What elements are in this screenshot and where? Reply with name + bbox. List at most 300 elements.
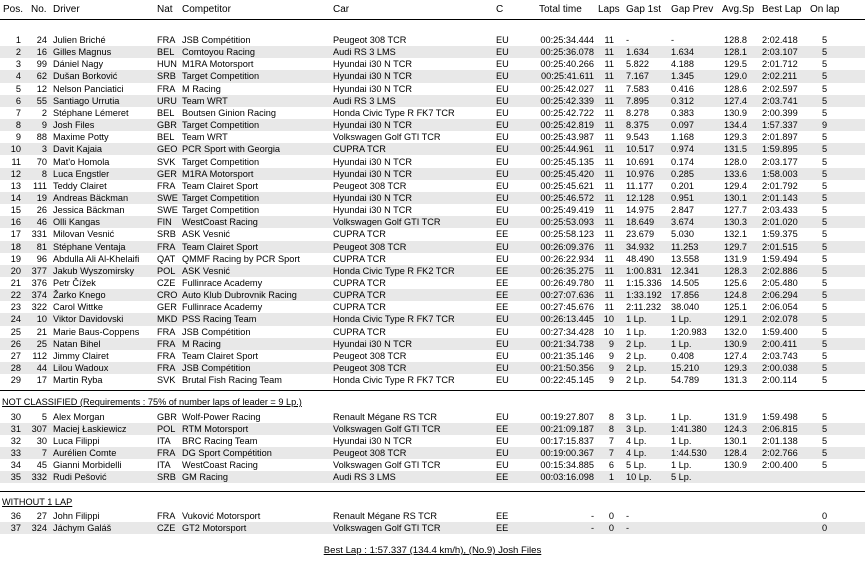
cell-car: CUPRA TCR (333, 326, 386, 337)
cell-car: CUPRA TCR (333, 253, 386, 264)
cell-car: Hyundai i30 N TCR (333, 192, 412, 203)
cell-car: Peugeot 308 TCR (333, 35, 407, 45)
cell-car: CUPRA TCR (333, 278, 386, 288)
cell-pos: 31 (10, 424, 21, 434)
cell-no: 8 (41, 168, 47, 179)
cell-pos: 37 (10, 523, 21, 533)
cell-driver: Lilou Wadoux (53, 363, 109, 374)
cell-best: 2:00.038 (762, 363, 798, 374)
cell-competitor: Team Clairet Sport (182, 350, 259, 361)
cell-onlap: 5 (822, 180, 828, 191)
cell-laps: 9 (608, 363, 614, 374)
cell-laps: 11 (604, 168, 614, 179)
cell-best: 2:03.107 (762, 47, 798, 58)
cell-no: 27 (36, 511, 47, 521)
cell-onlap: 5 (822, 302, 828, 313)
table-row (0, 522, 865, 534)
cell-laps: 11 (604, 107, 614, 118)
cell-pos: 36 (10, 511, 21, 521)
cell-best: 2:02.597 (762, 83, 798, 94)
cell-no: 111 (33, 180, 47, 191)
cell-nat: CZE (157, 278, 176, 288)
cell-avg: 125.6 (724, 278, 747, 288)
cell-gapp: 1.634 (671, 47, 694, 58)
cell-competitor: Vuković Motorsport (182, 511, 261, 521)
table-row (0, 423, 865, 435)
cell-pos: 8 (15, 120, 21, 131)
cell-laps: 0 (608, 511, 614, 521)
cell-gap1: - (626, 511, 630, 521)
cell-pos: 15 (10, 205, 21, 216)
cell-gap1: 1:00.831 (626, 265, 662, 276)
cell-avg: 129.3 (724, 363, 747, 374)
cell-car: Hyundai i30 N TCR (333, 83, 412, 94)
cell-competitor: RTM Motorsport (182, 424, 249, 434)
cell-onlap: 5 (822, 241, 828, 252)
cell-onlap: 5 (822, 132, 828, 143)
cell-no: 99 (36, 59, 47, 70)
table-row (0, 313, 865, 325)
cell-onlap: 5 (822, 59, 828, 70)
cell-laps: 6 (608, 460, 614, 470)
cell-c: EU (496, 192, 509, 203)
cell-gapp: 13.558 (671, 253, 700, 264)
cell-best: 2:02.211 (762, 71, 798, 82)
cell-time: 00:25:41.611 (541, 71, 594, 82)
cell-gap1: 1 Lp. (626, 326, 647, 337)
cell-time: 00:26:13.445 (540, 314, 594, 325)
cell-competitor: Fullinrace Academy (182, 302, 263, 313)
cell-pos: 9 (15, 132, 21, 143)
table-row (0, 58, 865, 70)
cell-competitor: QMMF Racing by PCR Sport (182, 253, 300, 264)
cell-laps: 11 (604, 71, 614, 82)
cell-onlap: 5 (822, 35, 828, 45)
cell-driver: Davit Kajaia (53, 144, 103, 155)
table-row (0, 83, 865, 95)
cell-time: 00:03:16.098 (540, 472, 594, 482)
cell-onlap: 5 (822, 412, 828, 422)
table-row (0, 131, 865, 143)
cell-time: 00:27:34.428 (540, 326, 594, 337)
cell-no: 45 (36, 460, 47, 470)
cell-laps: 9 (608, 375, 614, 386)
cell-avg: 131.9 (724, 412, 747, 422)
cell-competitor: Target Competition (182, 120, 260, 131)
cell-competitor: BRC Racing Team (182, 436, 258, 446)
cell-car: Hyundai i30 N TCR (333, 436, 412, 446)
cell-avg: 128.4 (724, 448, 747, 458)
cell-time: 00:21:09.187 (540, 424, 594, 434)
cell-onlap: 0 (822, 511, 828, 521)
cell-gap1: 48.490 (626, 253, 655, 264)
table-row (0, 374, 865, 386)
cell-gapp: 38.040 (671, 302, 700, 313)
cell-nat: POL (157, 265, 176, 276)
cell-nat: SVK (157, 156, 176, 167)
cell-nat: FRA (157, 180, 176, 191)
cell-best: 1:59.400 (762, 326, 798, 337)
cell-nat: FRA (157, 350, 176, 361)
cell-gapp: 11.253 (671, 241, 699, 252)
table-row (0, 326, 865, 338)
cell-onlap: 5 (822, 168, 828, 179)
cell-pos: 17 (10, 229, 21, 240)
cell-competitor: Target Competition (182, 205, 260, 216)
cell-no: 374 (31, 290, 47, 301)
cell-pos: 25 (10, 326, 21, 337)
cell-gap1: - (626, 35, 630, 45)
section-divider (0, 390, 865, 391)
cell-gapp: 1:41.380 (671, 424, 707, 434)
table-row (0, 228, 865, 240)
cell-pos: 10 (10, 144, 21, 155)
cell-car: Peugeot 308 TCR (333, 448, 407, 458)
cell-no: 46 (36, 217, 47, 228)
cell-best: 2:02.766 (762, 448, 798, 458)
cell-gap1: 1 Lp. (626, 314, 647, 325)
cell-c: EU (496, 168, 509, 179)
cell-car: Honda Civic Type R FK7 TCR (333, 314, 455, 325)
cell-driver: Rudi Pešović (53, 472, 107, 482)
cell-onlap: 5 (822, 107, 828, 118)
cell-c: EU (496, 314, 509, 325)
cell-competitor: Comtoyou Racing (182, 47, 256, 58)
cell-competitor: M Racing (182, 83, 221, 94)
cell-pos: 35 (10, 472, 21, 482)
cell-gapp: 15.210 (671, 363, 700, 374)
cell-car: Audi RS 3 LMS (333, 95, 396, 106)
cell-gap1: 11.177 (626, 180, 654, 191)
table-row (0, 107, 865, 119)
cell-driver: Natan Bihel (53, 338, 101, 349)
cell-no: 96 (36, 253, 47, 264)
cell-time: 00:25:49.419 (540, 205, 594, 216)
cell-c: EU (496, 363, 509, 374)
cell-pos: 24 (10, 314, 21, 325)
cell-driver: Milovan Vesnić (53, 229, 115, 240)
cell-no: 24 (36, 35, 47, 45)
cell-no: 5 (41, 412, 47, 422)
cell-laps: 8 (608, 412, 614, 422)
cell-avg: 128.6 (724, 83, 747, 94)
cell-nat: FRA (157, 83, 176, 94)
cell-competitor: WestCoast Racing (182, 217, 258, 228)
cell-avg: 131.9 (724, 253, 747, 264)
header-on-lap: On lap (810, 4, 840, 15)
cell-gap1: - (626, 523, 630, 533)
cell-competitor: GT2 Motorsport (182, 523, 247, 533)
cell-pos: 2 (15, 47, 21, 58)
cell-best: 2:02.886 (762, 265, 798, 276)
cell-car: Peugeot 308 TCR (333, 241, 407, 252)
cell-gap1: 1:33.192 (626, 290, 662, 301)
cell-car: Audi RS 3 LMS (333, 47, 396, 58)
cell-no: 324 (31, 523, 47, 533)
table-row (0, 338, 865, 350)
cell-driver: Gilles Magnus (53, 47, 112, 58)
cell-no: 70 (36, 156, 47, 167)
table-row (0, 180, 865, 192)
cell-driver: Jakub Wyszomirsky (53, 265, 135, 276)
cell-driver: Julien Briché (53, 35, 106, 45)
cell-laps: 9 (608, 350, 614, 361)
cell-pos: 22 (10, 290, 21, 301)
table-row (0, 362, 865, 374)
cell-driver: Maxime Potty (53, 132, 109, 143)
table-row (0, 204, 865, 216)
cell-avg: 129.7 (724, 241, 747, 252)
cell-driver: Stéphane Lémeret (53, 107, 129, 118)
cell-car: Volkswagen Golf GTI TCR (333, 424, 441, 434)
cell-laps: 0 (608, 523, 614, 533)
cell-laps: 10 (603, 314, 614, 325)
cell-onlap: 5 (822, 338, 828, 349)
cell-driver: Jessica Bäckman (53, 205, 125, 216)
cell-c: EU (496, 156, 509, 167)
cell-competitor: DG Sport Compétition (182, 448, 272, 458)
cell-nat: SWE (157, 192, 178, 203)
cell-time: 00:21:50.356 (540, 363, 594, 374)
cell-competitor: WestCoast Racing (182, 460, 258, 470)
cell-onlap: 5 (822, 144, 828, 155)
cell-pos: 27 (10, 350, 21, 361)
cell-nat: CZE (157, 523, 176, 533)
cell-car: Peugeot 308 TCR (333, 363, 407, 374)
cell-gapp: 12.341 (671, 265, 700, 276)
cell-nat: SVK (157, 375, 176, 386)
cell-nat: HUN (157, 59, 177, 70)
cell-gapp: 0.951 (671, 192, 694, 203)
cell-competitor: Team Clairet Sport (182, 241, 259, 252)
cell-best: 2:01.020 (762, 217, 798, 228)
cell-gap1: 7.583 (626, 83, 649, 94)
cell-no: 376 (31, 278, 47, 288)
cell-nat: MKD (157, 314, 178, 325)
cell-nat: FIN (157, 217, 172, 228)
header-car: Car (333, 4, 350, 15)
table-header (0, 2, 865, 17)
cell-gapp: 1 Lp. (671, 412, 692, 422)
cell-nat: SRB (157, 472, 176, 482)
cell-time: 00:25:36.078 (540, 47, 594, 58)
cell-time: - (590, 511, 594, 521)
cell-nat: FRA (157, 241, 176, 252)
cell-gapp: 0.201 (671, 180, 694, 191)
cell-competitor: M1RA Motorsport (182, 168, 254, 179)
table-row (0, 34, 865, 46)
cell-gap1: 4 Lp. (626, 436, 647, 446)
cell-no: 21 (36, 326, 47, 337)
table-row (0, 143, 865, 155)
table-row (0, 471, 865, 483)
cell-pos: 4 (15, 71, 21, 82)
cell-time: 00:17:15.837 (540, 436, 594, 446)
cell-gap1: 5.822 (626, 59, 649, 70)
cell-gap1: 10.976 (626, 168, 655, 179)
cell-gap1: 1.634 (626, 47, 649, 58)
cell-laps: 11 (604, 47, 614, 58)
cell-best: 2:01.138 (762, 436, 798, 446)
cell-gapp: 1 Lp. (671, 314, 692, 325)
cell-nat: SRB (157, 71, 176, 82)
cell-competitor: Auto Klub Dubrovnik Racing (182, 290, 297, 301)
cell-pos: 34 (10, 460, 21, 470)
cell-laps: 11 (604, 120, 614, 131)
cell-onlap: 5 (822, 460, 828, 470)
cell-driver: Mat'o Homola (53, 156, 110, 167)
cell-car: Hyundai i30 N TCR (333, 205, 412, 216)
cell-pos: 30 (10, 412, 21, 422)
cell-avg: 128.1 (724, 47, 747, 58)
cell-nat: BEL (157, 132, 175, 143)
cell-competitor: JSB Compétition (182, 363, 251, 374)
best-lap-note: Best Lap : 1:57.337 (134.4 km/h), (No.9) Josh Files (323, 545, 542, 556)
cell-best: 2:01.143 (762, 192, 798, 203)
table-row (0, 510, 865, 522)
cell-time: 00:25:34.444 (540, 35, 594, 45)
cell-onlap: 5 (822, 253, 828, 264)
cell-driver: Jáchym Galáš (53, 523, 112, 533)
cell-laps: 11 (604, 229, 614, 240)
cell-best: 2:03.433 (762, 205, 798, 216)
cell-best: 1:57.337 (762, 120, 798, 131)
cell-car: Hyundai i30 N TCR (333, 120, 412, 131)
cell-car: Honda Civic Type R FK2 TCR (333, 265, 455, 276)
cell-best: 2:03.741 (762, 95, 798, 106)
cell-no: 3 (41, 144, 47, 155)
cell-onlap: 0 (822, 523, 828, 533)
cell-time: 00:25:42.819 (540, 120, 594, 131)
cell-avg: 130.3 (724, 217, 747, 228)
cell-c: EE (496, 424, 509, 434)
cell-best: 1:59.375 (762, 229, 798, 240)
cell-no: 332 (31, 472, 47, 482)
cell-best: 1:59.895 (762, 144, 798, 155)
cell-no: 26 (36, 205, 47, 216)
cell-onlap: 5 (822, 436, 828, 446)
cell-best: 2:03.177 (762, 156, 798, 167)
cell-driver: Žarko Knego (53, 290, 106, 301)
cell-c: EU (496, 120, 509, 131)
cell-pos: 28 (10, 363, 21, 374)
cell-gap1: 12.128 (626, 192, 655, 203)
header-no: No. (31, 4, 47, 15)
cell-driver: Santiago Urrutia (53, 95, 120, 106)
cell-c: EU (496, 35, 509, 45)
cell-no: 19 (36, 192, 47, 203)
cell-pos: 6 (15, 95, 21, 106)
cell-car: Volkswagen Golf GTI TCR (333, 523, 441, 533)
cell-avg: 128.0 (724, 156, 747, 167)
cell-avg: 129.1 (724, 314, 747, 325)
cell-gapp: 0.974 (671, 144, 694, 155)
cell-best: 2:01.712 (762, 59, 798, 70)
cell-no: 55 (36, 95, 47, 106)
cell-competitor: Boutsen Ginion Racing (182, 107, 276, 118)
cell-onlap: 5 (822, 314, 828, 325)
cell-gap1: 1:15.336 (626, 278, 662, 288)
cell-gap1: 34.932 (626, 241, 655, 252)
without-lap-title: WITHOUT 1 LAP (2, 497, 73, 507)
cell-nat: FRA (157, 326, 176, 337)
cell-car: Hyundai i30 N TCR (333, 59, 412, 70)
table-row (0, 459, 865, 471)
cell-nat: QAT (157, 253, 176, 264)
cell-gapp: 4.188 (671, 59, 694, 70)
cell-no: 25 (36, 338, 47, 349)
header-laps: Laps (598, 4, 620, 15)
cell-car: Volkswagen Golf GTI TCR (333, 132, 441, 143)
cell-no: 17 (36, 375, 47, 386)
cell-gap1: 7.895 (626, 95, 649, 106)
cell-no: 30 (36, 436, 47, 446)
cell-gap1: 14.975 (626, 205, 655, 216)
cell-car: Renault Mégane RS TCR (333, 412, 438, 422)
cell-c: EU (496, 253, 509, 264)
cell-gap1: 18.649 (626, 217, 655, 228)
cell-c: EE (496, 511, 509, 521)
cell-gapp: 2.847 (671, 205, 694, 216)
cell-car: Hyundai i30 N TCR (333, 168, 412, 179)
cell-c: EE (496, 523, 509, 533)
cell-gapp: 0.416 (671, 83, 694, 94)
cell-gapp: 0.174 (671, 156, 694, 167)
cell-c: EE (496, 265, 509, 276)
cell-pos: 29 (10, 375, 21, 386)
cell-no: 377 (31, 265, 47, 276)
cell-gap1: 10 Lp. (626, 472, 652, 482)
cell-time: 00:26:22.934 (540, 253, 594, 264)
cell-time: 00:21:35.146 (540, 350, 594, 361)
cell-laps: 11 (604, 241, 614, 252)
cell-gap1: 2 Lp. (626, 375, 647, 386)
cell-laps: 11 (604, 278, 614, 288)
cell-driver: Maciej Łaskiewicz (53, 424, 127, 434)
cell-nat: GBR (157, 412, 177, 422)
cell-avg: 128.8 (724, 35, 747, 45)
cell-time: 00:26:35.275 (540, 265, 594, 276)
cell-best: 2:00.114 (762, 375, 798, 386)
header-pos: Pos. (3, 4, 24, 15)
cell-c: EU (496, 460, 509, 470)
cell-competitor: PCR Sport with Georgia (182, 144, 281, 155)
cell-pos: 19 (10, 253, 21, 264)
cell-driver: Nelson Panciatici (53, 83, 124, 94)
cell-avg: 127.4 (724, 350, 747, 361)
cell-c: EE (496, 472, 509, 482)
cell-gap1: 10.517 (626, 144, 655, 155)
cell-gapp: 54.789 (671, 375, 700, 386)
cell-competitor: M1RA Motorsport (182, 59, 254, 70)
table-row (0, 119, 865, 131)
cell-nat: FRA (157, 338, 176, 349)
cell-onlap: 5 (822, 217, 828, 228)
cell-laps: 11 (604, 217, 614, 228)
cell-driver: Andreas Bäckman (53, 192, 129, 203)
cell-laps: 10 (603, 326, 614, 337)
cell-laps: 11 (604, 95, 614, 106)
cell-best: 2:01.515 (762, 241, 798, 252)
cell-c: EU (496, 338, 509, 349)
table-row (0, 447, 865, 459)
cell-avg: 130.9 (724, 338, 747, 349)
table-row (0, 70, 865, 82)
cell-gapp: 1 Lp. (671, 436, 692, 446)
cell-pos: 5 (15, 83, 21, 94)
cell-laps: 11 (604, 290, 614, 301)
cell-time: 00:22:45.145 (540, 375, 594, 386)
